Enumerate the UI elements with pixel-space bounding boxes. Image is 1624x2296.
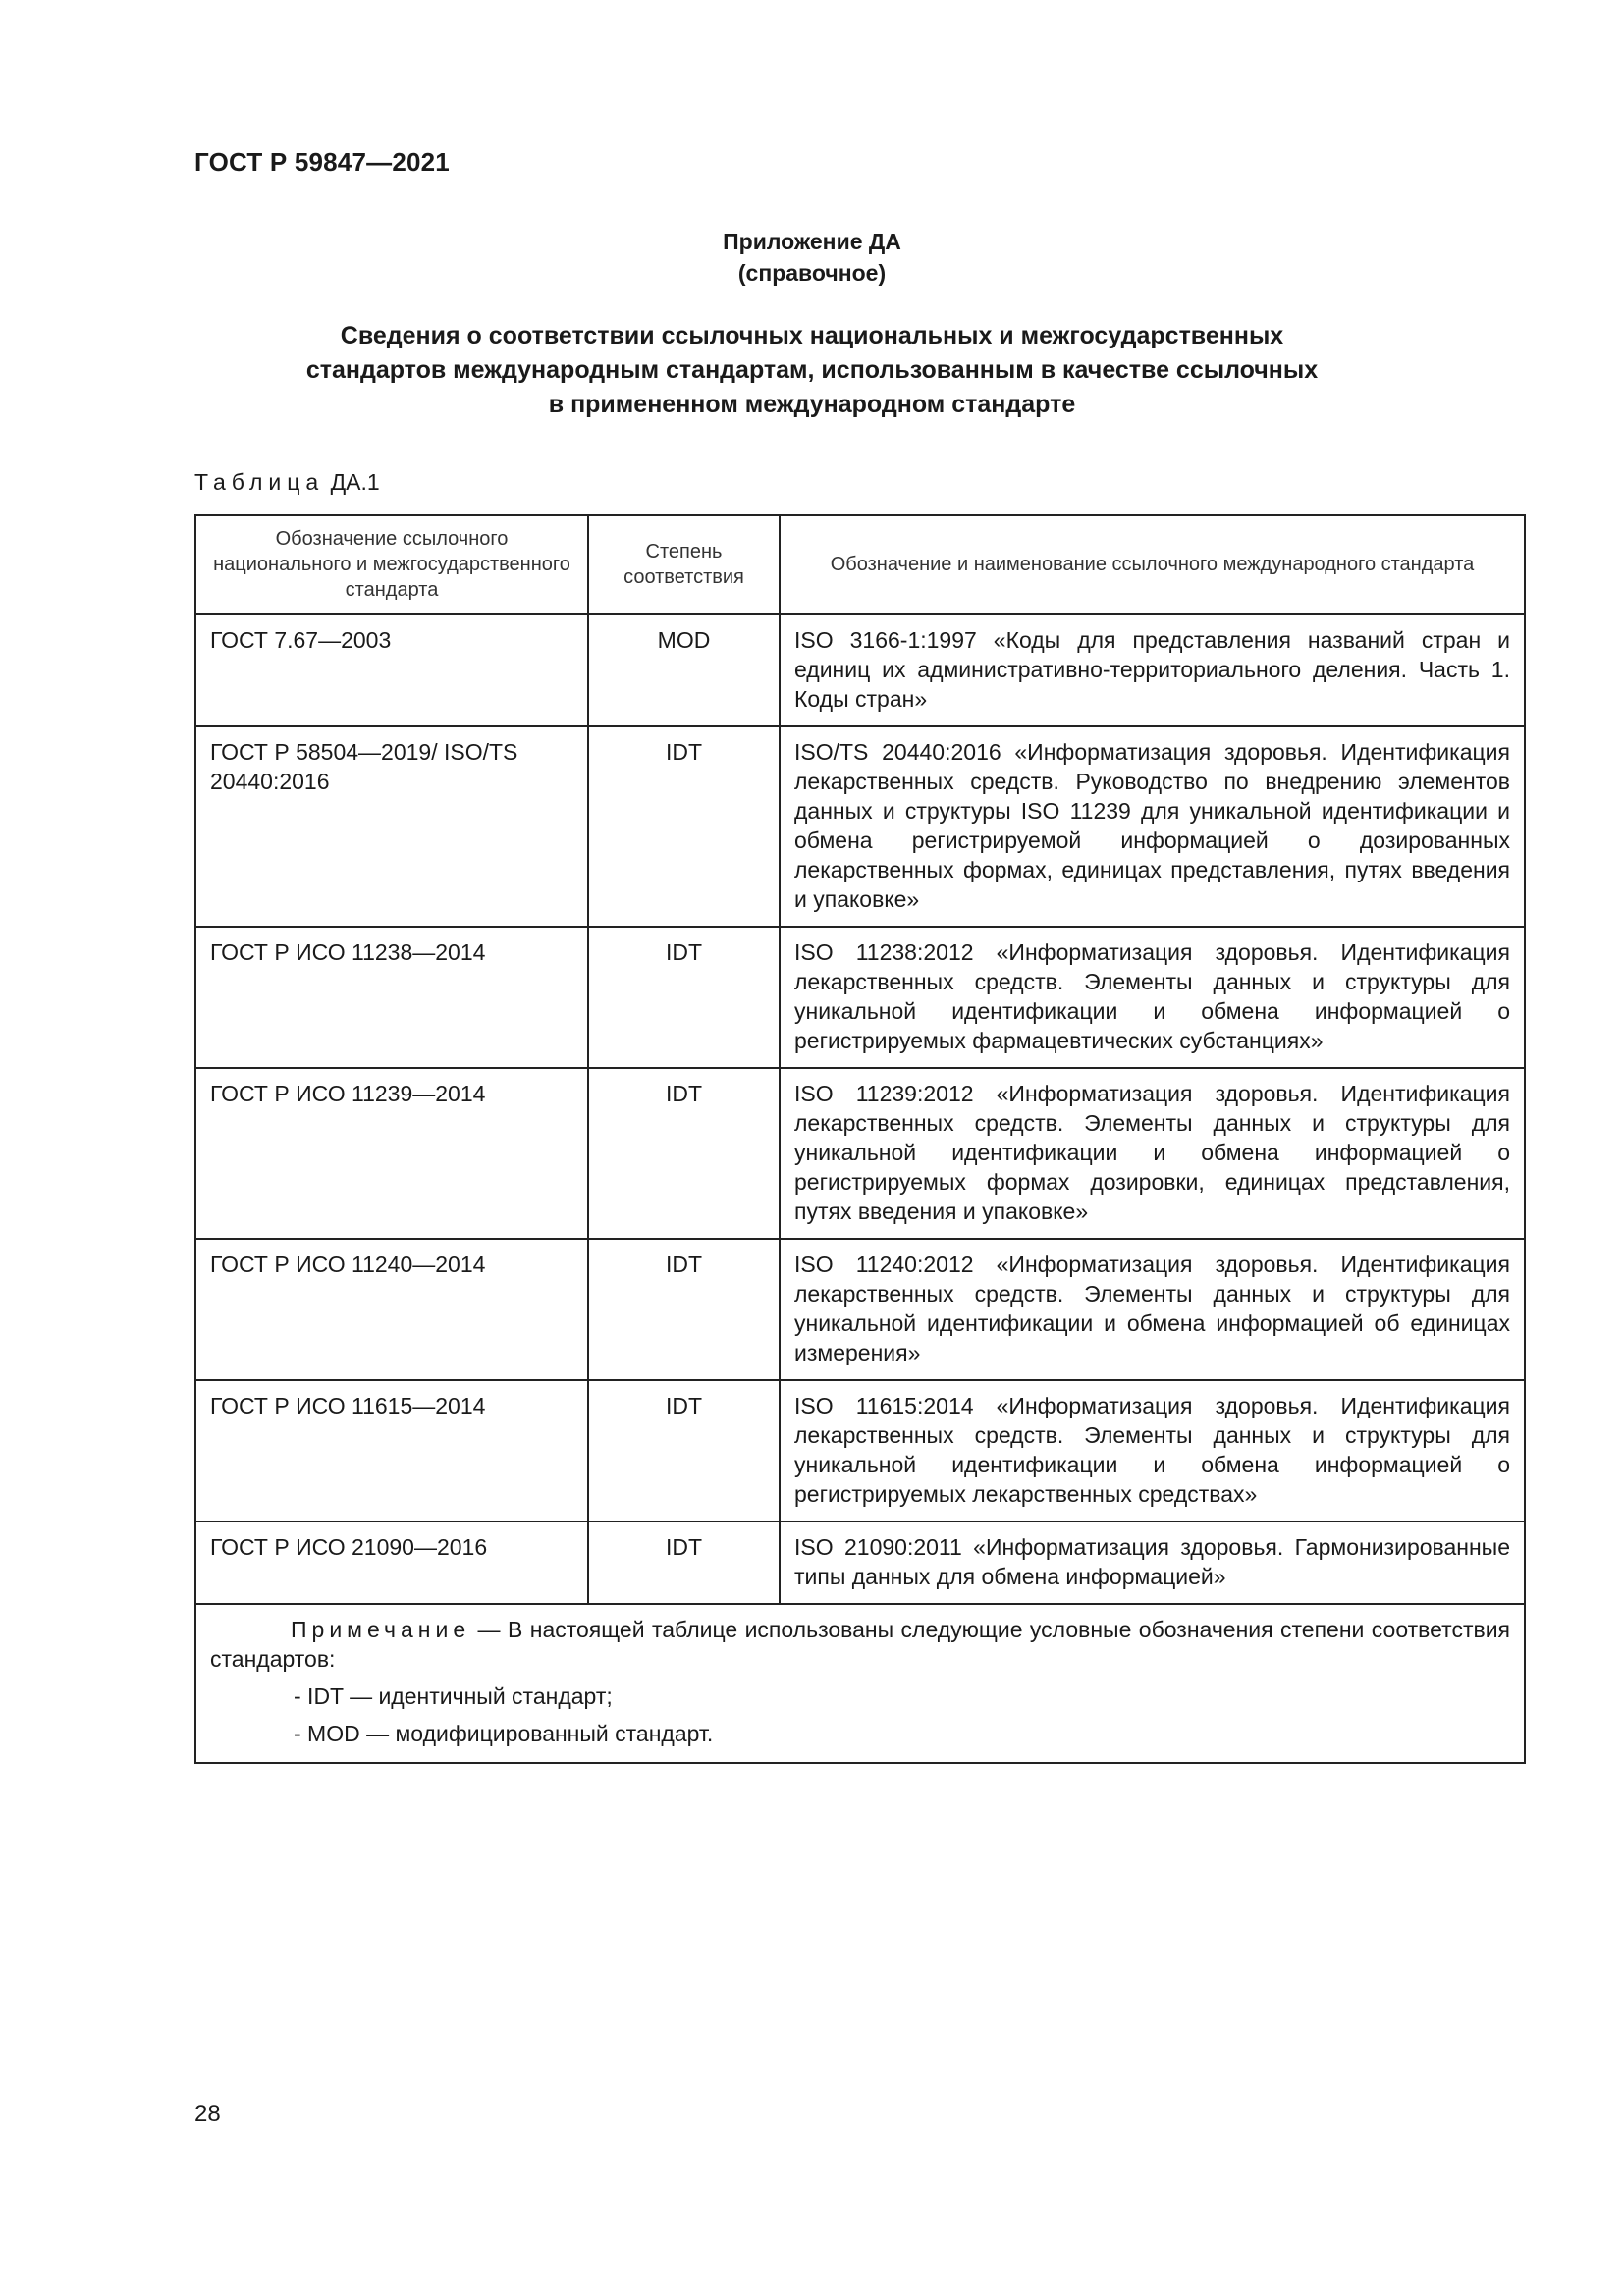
degree-cell: IDT [588, 726, 780, 927]
column-header-national: Обозначение ссылочного национального и межгосударственного стандарта [195, 515, 588, 614]
note-paragraph [210, 1615, 1510, 1674]
table-label [194, 469, 380, 496]
appendix-name: Приложение ДА [723, 229, 901, 254]
section-title-line: в примененном международном стандарте [548, 391, 1076, 418]
degree-cell: IDT [588, 1068, 780, 1239]
table-label-number: ДА.1 [330, 469, 380, 495]
international-standard-cell: ISO 11240:2012 «Информатизация здоровья. Идентификация лекарственных средств. Элементы данных и структуры для уникальной идентификации и обмена информацией об единицах измерения» [780, 1239, 1525, 1380]
international-standard-cell: ISO 11239:2012 «Информатизация здоровья. Идентификация лекарственных средств. Элементы данных и структуры для уникальной идентификации и обмена информацией о регистрируемых формах дозировки, единицах представления, путях введения и упаковке» [780, 1068, 1525, 1239]
note-item-mod: - MOD — модифицированный стандарт. [294, 1721, 714, 1746]
note-text: — В настоящей таблице использованы следующие условные обозначения степени соответствия стандартов: [210, 1617, 1510, 1672]
national-standard-cell: ГОСТ Р ИСО 11240—2014 [195, 1239, 588, 1380]
standards-table [194, 514, 1526, 1764]
table-note [195, 1604, 1525, 1763]
national-standard-cell: ГОСТ Р 58504—2019/ ISO/TS 20440:2016 [195, 726, 588, 927]
section-title-line: Сведения о соответствии ссылочных национальных и межгосударственных [340, 322, 1284, 349]
table-row [195, 927, 1525, 1068]
document-header: ГОСТ Р 59847—2021 [194, 147, 450, 177]
table-row [195, 1068, 1525, 1239]
international-standard-cell: ISO/TS 20440:2016 «Информатизация здоровья. Идентификация лекарственных средств. Руководство по внедрению элементов данных и структуры ISO 11239 для уникальной идентификации и обмена регистрируемой информацией о дозированных лекарственных формах, единицах представления, путях введения и упаковке» [780, 726, 1525, 927]
degree-cell: MOD [588, 614, 780, 727]
table-header-row [195, 515, 1525, 614]
table-row [195, 726, 1525, 927]
national-standard-cell: ГОСТ Р ИСО 11238—2014 [195, 927, 588, 1068]
table-row [195, 1239, 1525, 1380]
column-header-international: Обозначение и наименование ссылочного международного стандарта [780, 515, 1525, 614]
table-row [195, 1522, 1525, 1604]
degree-cell: IDT [588, 927, 780, 1068]
note-item-idt: - IDT — идентичный стандарт; [294, 1683, 613, 1709]
table-row [195, 1380, 1525, 1522]
note-label: Примечание [291, 1617, 471, 1642]
degree-cell: IDT [588, 1239, 780, 1380]
international-standard-cell: ISO 11615:2014 «Информатизация здоровья. Идентификация лекарственных средств. Элементы данных и структуры для уникальной идентификации и обмена информацией о регистрируемых лекарственных средствах» [780, 1380, 1525, 1522]
section-title-line: стандартов международным стандартам, использованным в качестве ссылочных [305, 356, 1319, 384]
international-standard-cell: ISO 21090:2011 «Информатизация здоровья. Гармонизированные типы данных для обмена информацией» [780, 1522, 1525, 1604]
national-standard-cell: ГОСТ 7.67—2003 [195, 614, 588, 727]
degree-cell: IDT [588, 1380, 780, 1522]
international-standard-cell: ISO 3166-1:1997 «Коды для представления названий стран и единиц их административно-территориального деления. Часть 1. Коды стран» [780, 614, 1525, 727]
table-note-row [195, 1604, 1525, 1763]
international-standard-cell: ISO 11238:2012 «Информатизация здоровья. Идентификация лекарственных средств. Элементы данных и структуры для уникальной идентификации и обмена информацией о регистрируемых фармацевтических субстанциях» [780, 927, 1525, 1068]
appendix-subtitle: (справочное) [737, 260, 887, 286]
national-standard-cell: ГОСТ Р ИСО 11615—2014 [195, 1380, 588, 1522]
table-label-word: Таблица [194, 469, 325, 495]
national-standard-cell: ГОСТ Р ИСО 21090—2016 [195, 1522, 588, 1604]
degree-cell: IDT [588, 1522, 780, 1604]
column-header-degree: Степень соответствия [588, 515, 780, 614]
table-row [195, 614, 1525, 727]
section-title [0, 319, 1624, 422]
national-standard-cell: ГОСТ Р ИСО 11239—2014 [195, 1068, 588, 1239]
appendix-title [0, 226, 1624, 289]
page-number: 28 [194, 2101, 221, 2127]
